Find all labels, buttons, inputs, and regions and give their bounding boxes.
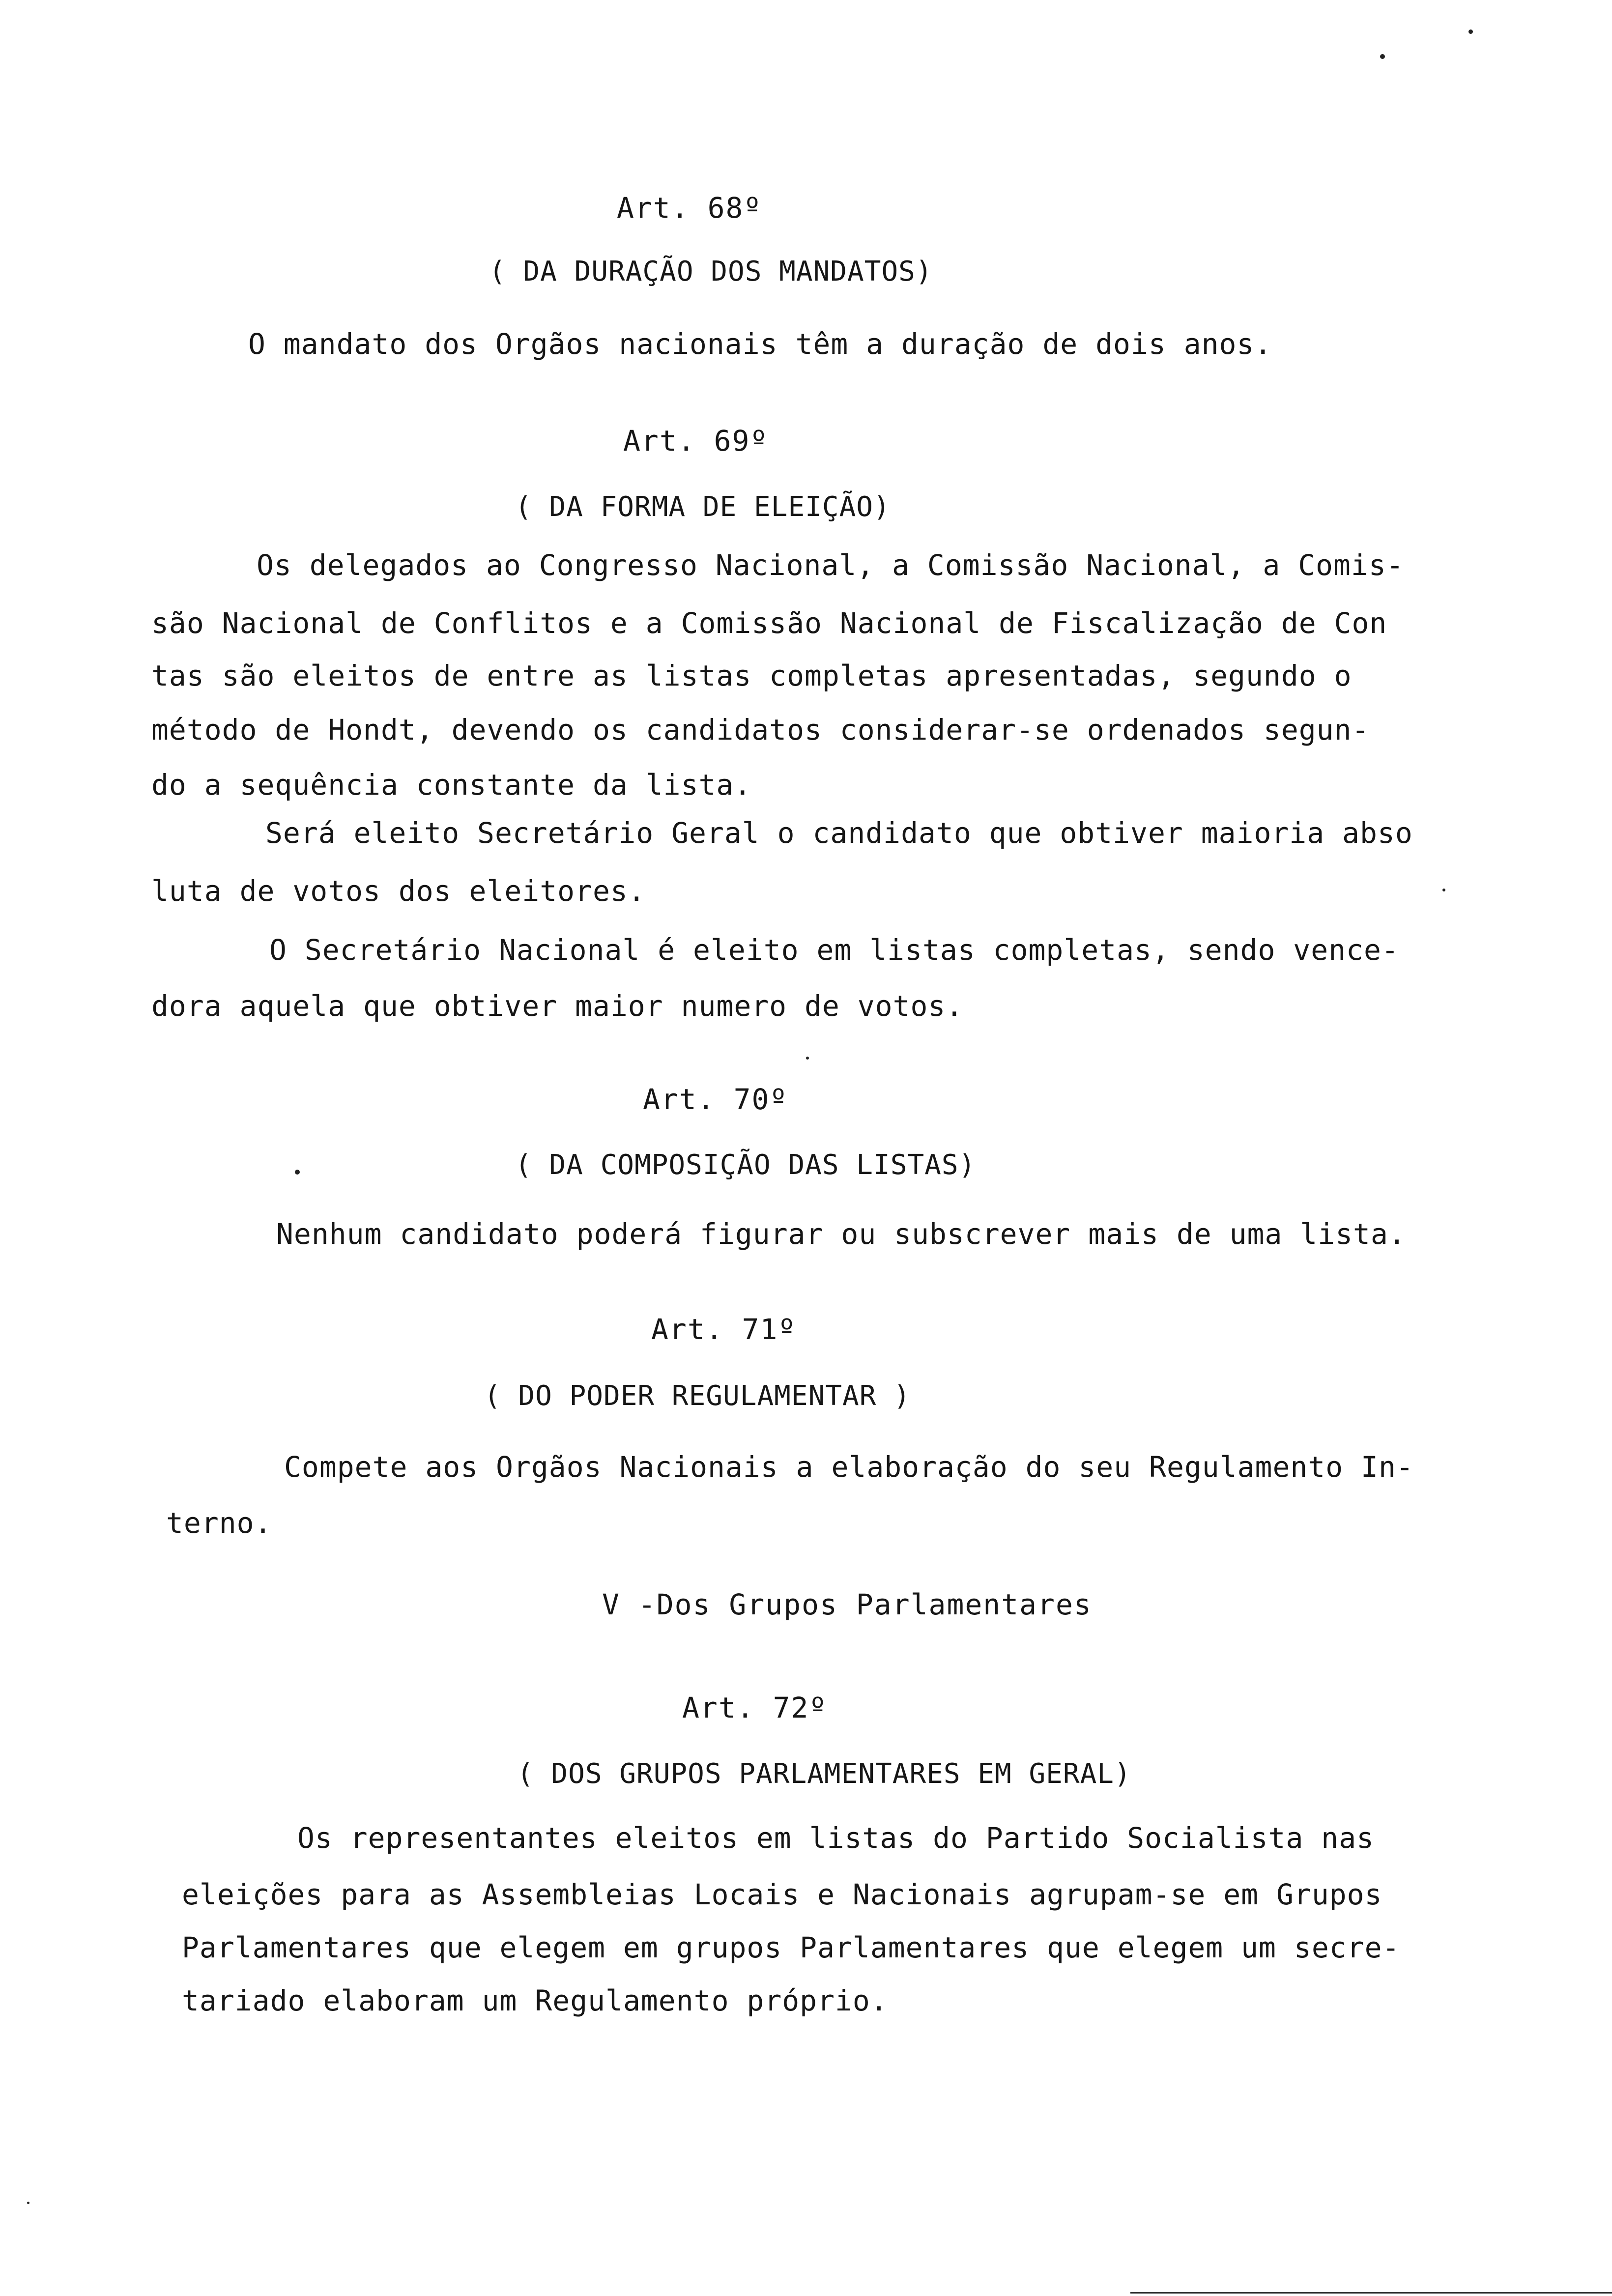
article-69-text-line-8: O Secretário Nacional é eleito em listas completas, sendo vence- <box>269 933 1399 967</box>
article-71-text-line-1: Compete aos Orgãos Nacionais a elaboração do seu Regulamento In- <box>284 1450 1414 1484</box>
article-69-text-line-1: Os delegados ao Congresso Nacional, a Comissão Nacional, a Comis- <box>257 548 1404 582</box>
article-71-title: ( DO PODER REGULAMENTAR ) <box>484 1380 911 1412</box>
article-69-text-line-3: tas são eleitos de entre as listas completas apresentadas, segundo o <box>151 659 1352 692</box>
scan-speck <box>27 2202 29 2204</box>
article-71-text-line-2: terno. <box>166 1506 272 1540</box>
scan-edge <box>1130 2292 1612 2294</box>
article-69-text-line-9: dora aquela que obtiver maior numero de votos. <box>151 989 964 1023</box>
article-72-heading: Art. 72º <box>682 1691 828 1724</box>
article-68-title: ( DA DURAÇÃO DOS MANDATOS) <box>489 256 933 287</box>
chapter-title: V -Dos Grupos Parlamentares <box>602 1588 1092 1621</box>
article-69-text-line-6: Será eleito Secretário Geral o candidato que obtiver maioria abso <box>265 816 1413 850</box>
article-72-title: ( DOS GRUPOS PARLAMENTARES EM GERAL) <box>517 1758 1131 1790</box>
article-70-heading: Art. 70º <box>643 1083 788 1116</box>
scan-speck <box>1380 54 1385 59</box>
article-70-text-line-1: Nenhum candidato poderá figurar ou subscrever mais de uma lista. <box>276 1217 1406 1251</box>
scan-speck <box>1442 889 1445 891</box>
article-72-text-line-2: eleições para as Assembleias Locais e Nacionais agrupam-se em Grupos <box>182 1878 1382 1911</box>
article-72-text-line-1: Os representantes eleitos em listas do Partido Socialista nas <box>297 1821 1375 1855</box>
article-69-text-line-4: método de Hondt, devendo os candidatos considerar-se ordenados segun- <box>151 713 1370 746</box>
article-70-title: ( DA COMPOSIÇÃO DAS LISTAS) <box>515 1149 976 1181</box>
article-68-heading: Art. 68º <box>617 191 762 225</box>
article-72-text-line-4: tariado elaboram um Regulamento próprio. <box>182 1984 888 2017</box>
scan-speck <box>1468 29 1473 34</box>
article-71-heading: Art. 71º <box>651 1313 797 1346</box>
article-69-text-line-7: luta de votos dos eleitores. <box>151 874 646 908</box>
article-69-title: ( DA FORMA DE ELEIÇÃO) <box>515 491 891 523</box>
article-72-text-line-3: Parlamentares que elegem em grupos Parlamentares que elegem um secre- <box>182 1931 1400 1964</box>
article-69-text-line-5: do a sequência constante da lista. <box>151 768 752 802</box>
article-68-text-line-1: O mandato dos Orgãos nacionais têm a duração de dois anos. <box>248 327 1272 361</box>
scan-speck <box>806 1057 809 1060</box>
scan-speck <box>295 1170 300 1175</box>
article-69-heading: Art. 69º <box>623 424 769 458</box>
article-69-text-line-2: são Nacional de Conflitos e a Comissão Nacional de Fiscalização de Con <box>151 606 1387 640</box>
